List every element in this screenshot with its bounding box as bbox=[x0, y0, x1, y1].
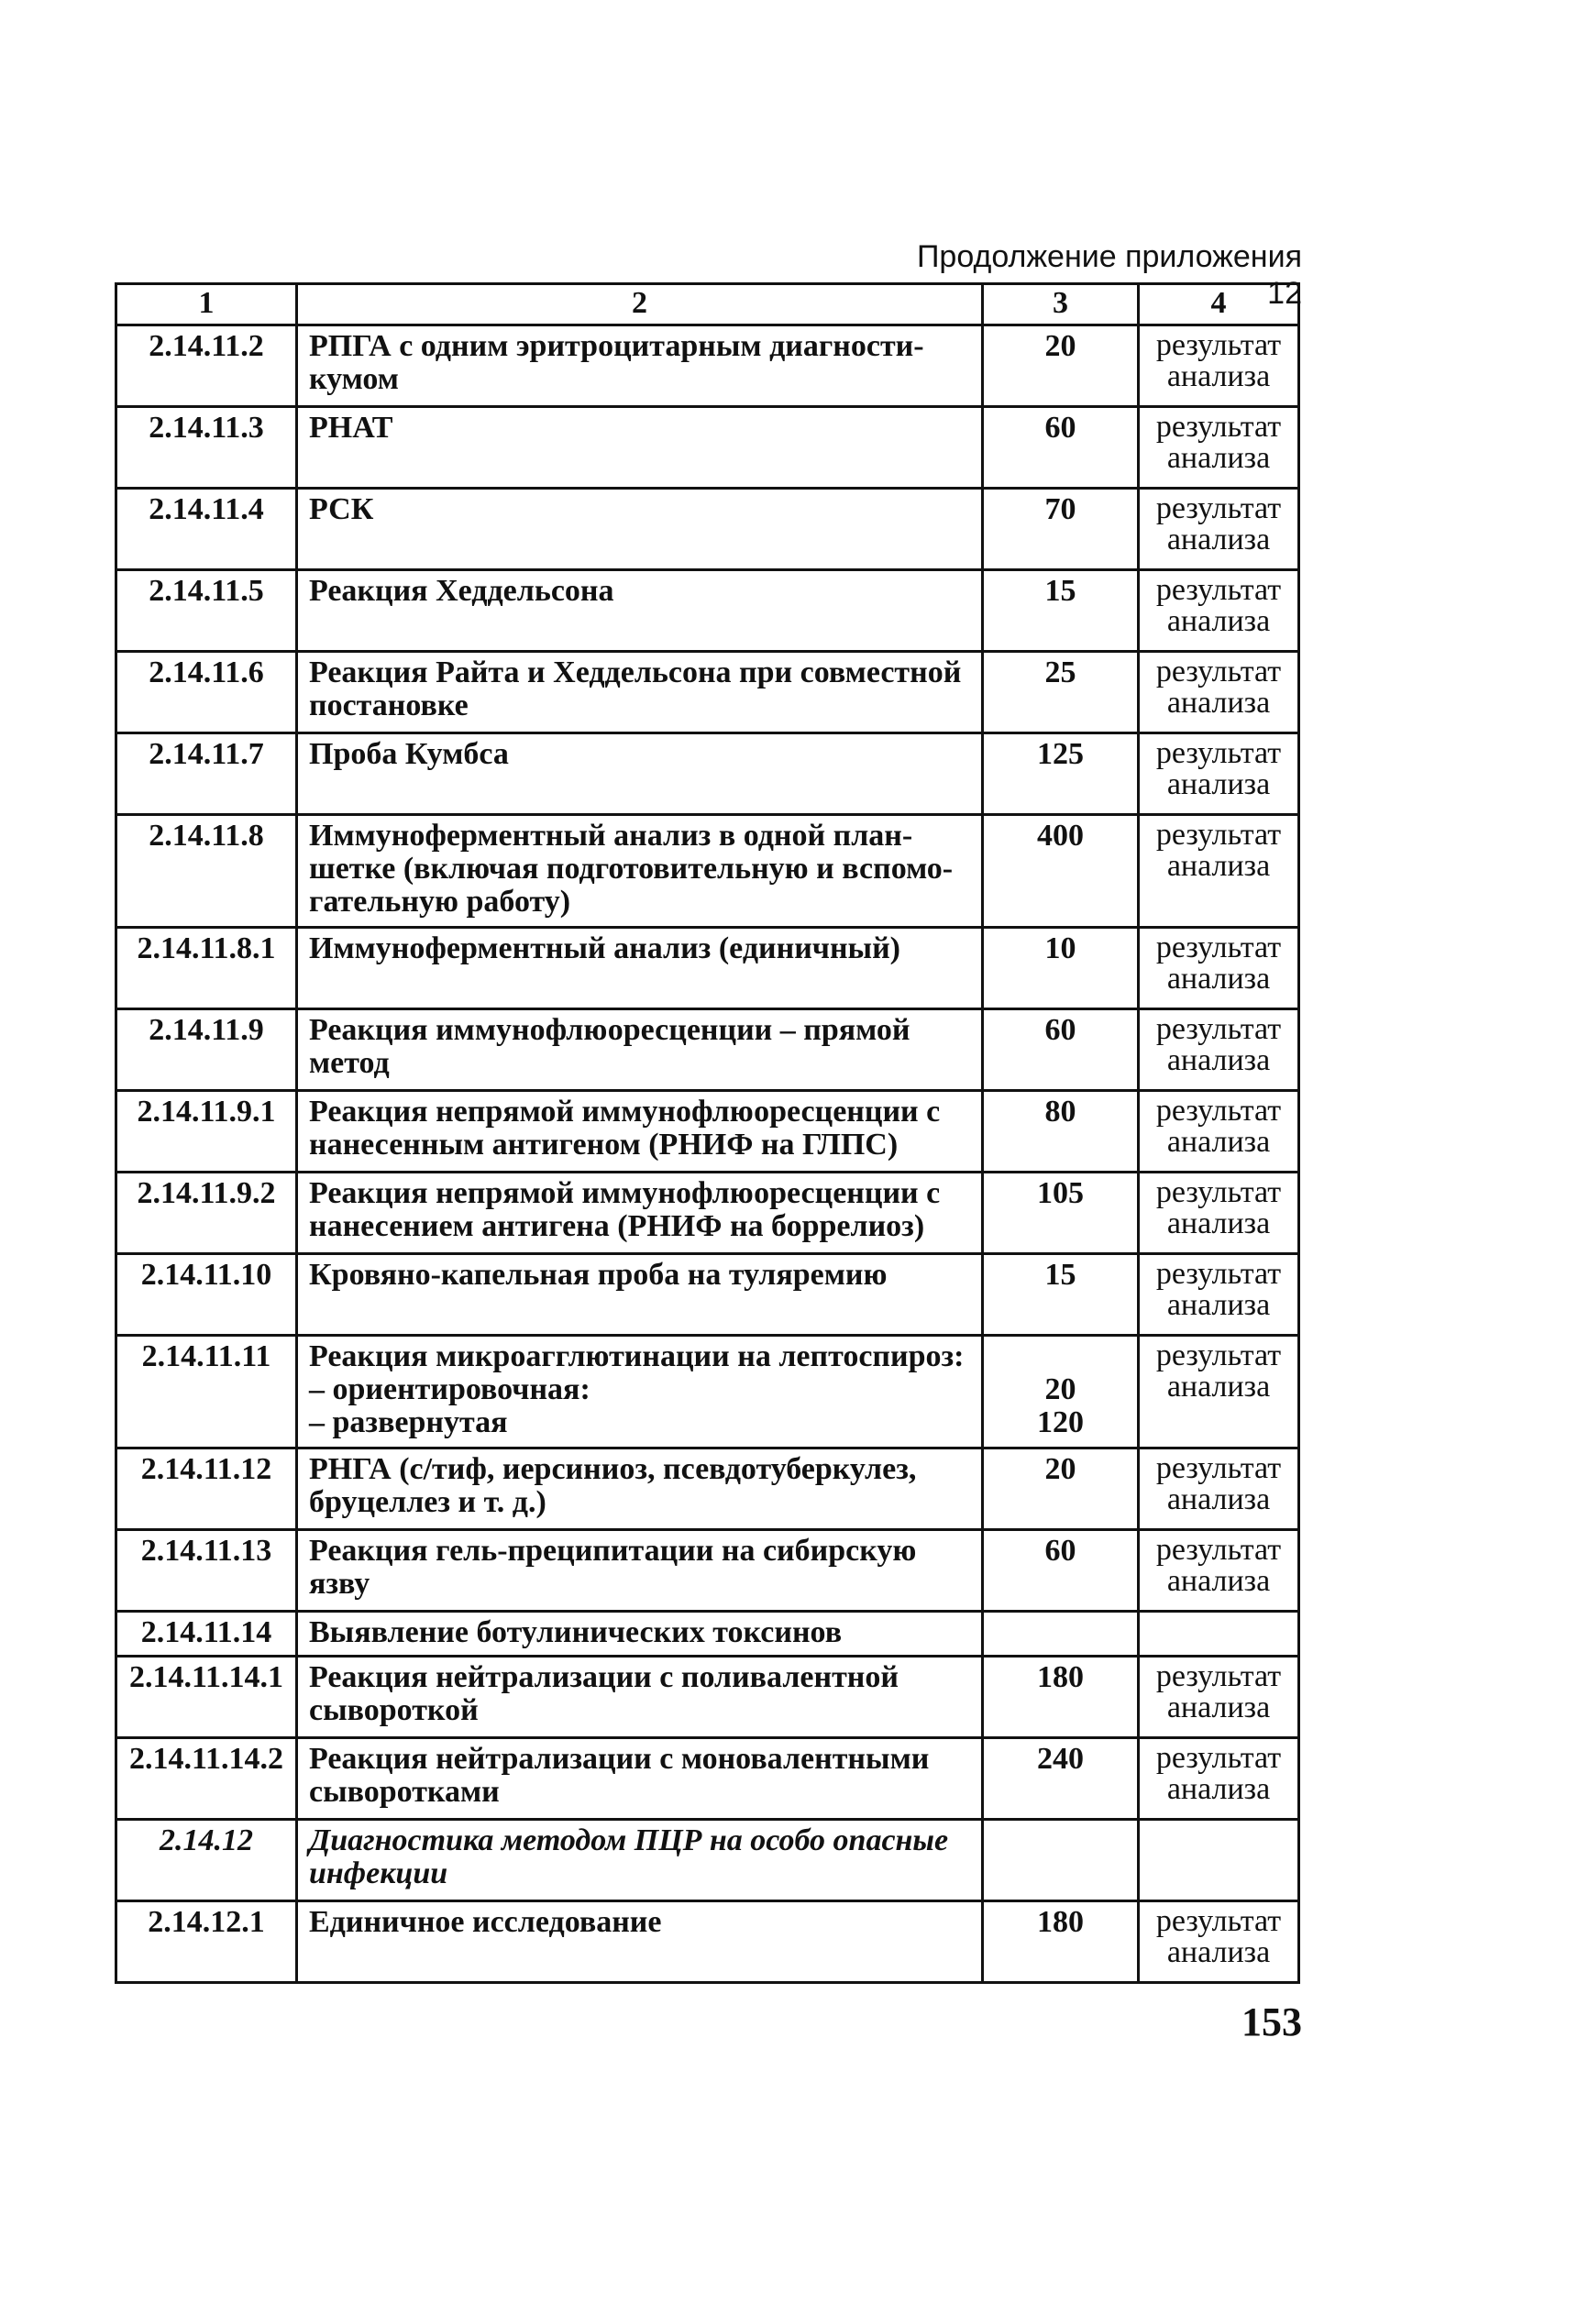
row-unit: результат анализа bbox=[1139, 570, 1299, 652]
table-row bbox=[116, 1336, 1299, 1448]
row-name: Реакция непрямой иммунофлюоресценции с нанесенным антигеном (РНИФ на ГЛПС) bbox=[297, 1091, 983, 1173]
row-name: РПГА с одним эритроцитарным диагности-кумом bbox=[297, 325, 983, 407]
row-unit: результат анализа bbox=[1139, 325, 1299, 407]
table-row bbox=[116, 652, 1299, 733]
row-unit: результат анализа bbox=[1139, 815, 1299, 928]
row-price: 70 bbox=[983, 489, 1139, 570]
row-name: Реакция непрямой иммунофлюоресценции с нанесением антигена (РНИФ на боррелиоз) bbox=[297, 1173, 983, 1254]
row-code: 2.14.11.14.1 bbox=[116, 1657, 297, 1738]
price-spacer bbox=[991, 1340, 1130, 1373]
row-name: Реакция микроагглютинации на лептоспироз: bbox=[309, 1339, 965, 1373]
row-price: 180 bbox=[983, 1657, 1139, 1738]
row-unit bbox=[1139, 1820, 1299, 1901]
row-unit: результат анализа bbox=[1139, 1091, 1299, 1173]
row-price-multiline bbox=[983, 1336, 1139, 1448]
row-price: 60 bbox=[983, 1009, 1139, 1091]
row-name: Выявление ботулинических токсинов bbox=[297, 1612, 983, 1657]
row-code: 2.14.11.12 bbox=[116, 1448, 297, 1530]
row-name-multiline bbox=[297, 1336, 983, 1448]
table-row bbox=[116, 733, 1299, 815]
row-name: Иммуноферментный анализ (единичный) bbox=[297, 928, 983, 1009]
row-code: 2.14.11.11 bbox=[116, 1336, 297, 1448]
price-table bbox=[115, 282, 1300, 1984]
table-row bbox=[116, 1738, 1299, 1820]
row-code: 2.14.11.6 bbox=[116, 652, 297, 733]
row-unit: результат анализа bbox=[1139, 407, 1299, 489]
row-subitem: – развернутая bbox=[309, 1405, 508, 1439]
row-price: 25 bbox=[983, 652, 1139, 733]
row-code: 2.14.11.7 bbox=[116, 733, 297, 815]
row-name: Реакция Хеддельсона bbox=[297, 570, 983, 652]
row-price: 80 bbox=[983, 1091, 1139, 1173]
row-name: Реакция Райта и Хеддельсона при совместной постановке bbox=[297, 652, 983, 733]
row-price: 10 bbox=[983, 928, 1139, 1009]
table-row bbox=[116, 1901, 1299, 1983]
row-name: Реакция гель-преципитации на сибирскую язву bbox=[297, 1530, 983, 1612]
row-unit: результат анализа bbox=[1139, 928, 1299, 1009]
row-unit: результат анализа bbox=[1139, 733, 1299, 815]
row-code: 2.14.11.9 bbox=[116, 1009, 297, 1091]
column-header: 3 bbox=[983, 284, 1139, 325]
row-code: 2.14.11.13 bbox=[116, 1530, 297, 1612]
row-unit: результат анализа bbox=[1139, 652, 1299, 733]
page-header-continuation: Продолжение приложения 12 bbox=[916, 239, 1302, 311]
row-unit: результат анализа bbox=[1139, 1901, 1299, 1983]
table-row bbox=[116, 1657, 1299, 1738]
row-price: 120 bbox=[1037, 1405, 1084, 1439]
row-code: 2.14.12 bbox=[116, 1820, 297, 1901]
table-row-section bbox=[116, 1820, 1299, 1901]
table-row bbox=[116, 489, 1299, 570]
table-row bbox=[116, 1530, 1299, 1612]
row-name: РСК bbox=[297, 489, 983, 570]
row-unit: результат анализа bbox=[1139, 1336, 1299, 1448]
table-row bbox=[116, 1173, 1299, 1254]
row-unit: результат анализа bbox=[1139, 1173, 1299, 1254]
table-row bbox=[116, 1254, 1299, 1336]
row-code: 2.14.11.14 bbox=[116, 1612, 297, 1657]
row-code: 2.14.11.8 bbox=[116, 815, 297, 928]
row-price: 20 bbox=[983, 325, 1139, 407]
row-price bbox=[983, 1612, 1139, 1657]
row-unit: результат анализа bbox=[1139, 489, 1299, 570]
row-name: Реакция нейтрализации с моновалентными сыворотками bbox=[297, 1738, 983, 1820]
table-row bbox=[116, 570, 1299, 652]
column-header: 1 bbox=[116, 284, 297, 325]
row-price: 20 bbox=[983, 1448, 1139, 1530]
row-code: 2.14.11.5 bbox=[116, 570, 297, 652]
row-name: РНАТ bbox=[297, 407, 983, 489]
column-header: 2 bbox=[297, 284, 983, 325]
row-code: 2.14.12.1 bbox=[116, 1901, 297, 1983]
table-header-row bbox=[116, 284, 1299, 325]
row-code: 2.14.11.9.2 bbox=[116, 1173, 297, 1254]
row-unit: результат анализа bbox=[1139, 1738, 1299, 1820]
row-name: Реакция нейтрализации с поливалентной сывороткой bbox=[297, 1657, 983, 1738]
row-price: 15 bbox=[983, 570, 1139, 652]
row-price: 105 bbox=[983, 1173, 1139, 1254]
row-name: РНГА (с/тиф, иерсиниоз, псевдотуберкулез, бруцеллез и т. д.) bbox=[297, 1448, 983, 1530]
table-row bbox=[116, 325, 1299, 407]
table-row bbox=[116, 1091, 1299, 1173]
table-row bbox=[116, 407, 1299, 489]
row-price: 240 bbox=[983, 1738, 1139, 1820]
table-row bbox=[116, 1009, 1299, 1091]
row-price: 180 bbox=[983, 1901, 1139, 1983]
row-name: Единичное исследование bbox=[297, 1901, 983, 1983]
row-name: Проба Кумбса bbox=[297, 733, 983, 815]
row-unit: результат анализа bbox=[1139, 1530, 1299, 1612]
row-code: 2.14.11.2 bbox=[116, 325, 297, 407]
row-price: 15 bbox=[983, 1254, 1139, 1336]
row-price: 60 bbox=[983, 407, 1139, 489]
row-code: 2.14.11.10 bbox=[116, 1254, 297, 1336]
page-number: 153 bbox=[1241, 1999, 1302, 2044]
row-name: Диагностика методом ПЦР на особо опасные инфекции bbox=[297, 1820, 983, 1901]
table-row bbox=[116, 1448, 1299, 1530]
row-unit: результат анализа bbox=[1139, 1009, 1299, 1091]
row-price bbox=[983, 1820, 1139, 1901]
row-code: 2.14.11.8.1 bbox=[116, 928, 297, 1009]
table-row bbox=[116, 1612, 1299, 1657]
row-price: 20 bbox=[1044, 1372, 1076, 1406]
row-code: 2.14.11.4 bbox=[116, 489, 297, 570]
row-unit bbox=[1139, 1612, 1299, 1657]
row-subitem: – ориентировочная: bbox=[309, 1372, 590, 1406]
table-row bbox=[116, 928, 1299, 1009]
row-price: 125 bbox=[983, 733, 1139, 815]
column-header: 4 bbox=[1139, 284, 1299, 325]
row-name: Реакция иммунофлюоресценции – прямой метод bbox=[297, 1009, 983, 1091]
row-name: Иммуноферментный анализ в одной план-шетке (включая подготовительную и вспомо-гательную работу) bbox=[297, 815, 983, 928]
table-row bbox=[116, 815, 1299, 928]
row-unit: результат анализа bbox=[1139, 1657, 1299, 1738]
row-code: 2.14.11.14.2 bbox=[116, 1738, 297, 1820]
row-price: 60 bbox=[983, 1530, 1139, 1612]
row-name: Кровяно-капельная проба на туляремию bbox=[297, 1254, 983, 1336]
row-unit: результат анализа bbox=[1139, 1254, 1299, 1336]
row-code: 2.14.11.9.1 bbox=[116, 1091, 297, 1173]
row-price: 400 bbox=[983, 815, 1139, 928]
row-code: 2.14.11.3 bbox=[116, 407, 297, 489]
row-unit: результат анализа bbox=[1139, 1448, 1299, 1530]
